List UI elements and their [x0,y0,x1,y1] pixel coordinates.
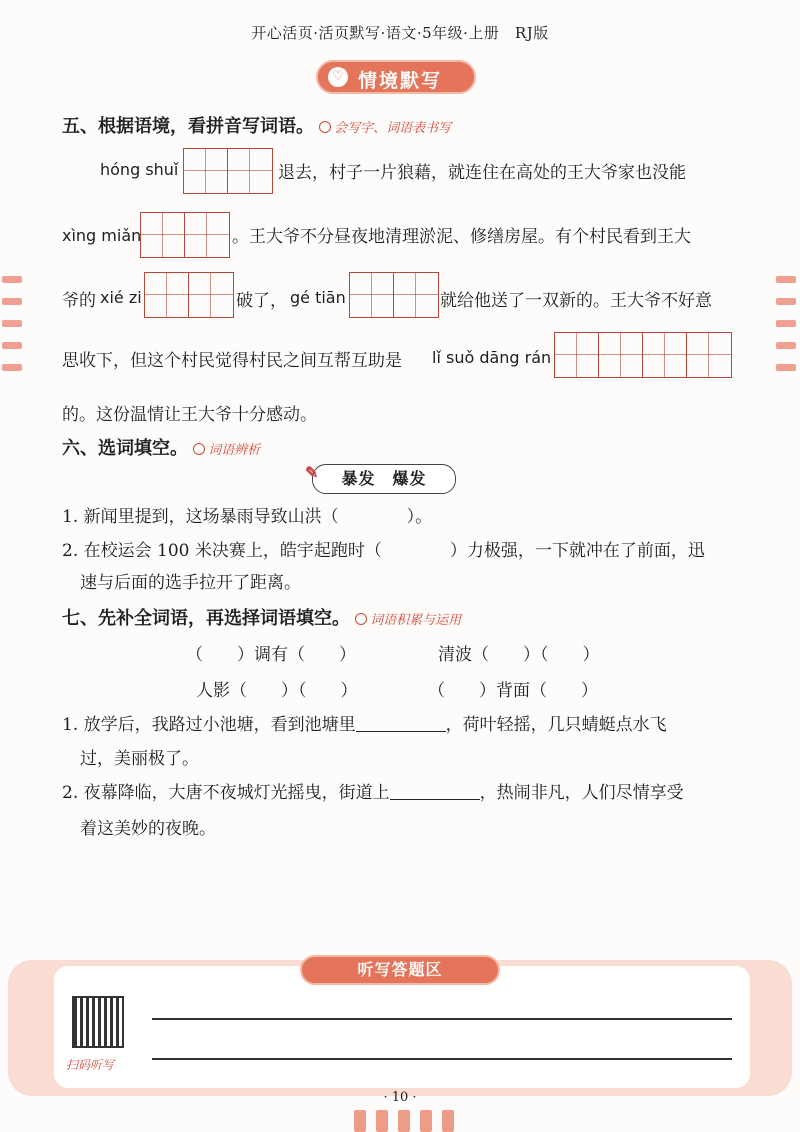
right-side-decoration [776,276,796,386]
pinyin-xing-mian: xìng miǎn [62,226,142,245]
sec6-question-1: 1. 新闻里提到，这场暴雨导致山洪（ ）。 [62,507,433,527]
sec5-line-3a: 爷的 [62,291,96,311]
qr-code-icon[interactable] [72,996,124,1048]
page-header: 开心活页·活页默写·语文·5年级·上册 RJ版 [251,24,549,42]
answer-grid-xing-mian[interactable] [140,212,230,258]
sec5-line-5: 的。这份温情让王大爷十分感动。 [62,405,317,425]
sec6-question-2a: 2. 在校运会 100 米决赛上，皓宇起跑时（ ）力极强，一下就冲在了前面，迅 [62,541,705,561]
answer-blank-1[interactable] [356,713,446,732]
pinyin-xie-zi: xié zi [100,288,142,307]
dictation-line-2[interactable] [152,1058,732,1060]
tag-dot-icon [319,121,331,133]
sec7-question-1c: 过，美丽极了。 [80,749,199,769]
answer-grid-hong-shui[interactable] [183,148,273,194]
page-number: · 10 · [383,1090,417,1105]
section-6-heading: 六、选词填空。 词语辨析 [62,438,261,459]
sec7-question-1a: 1. 放学后，我路过小池塘，看到池塘里 ，荷叶轻摇，几只蜻蜓点水飞 [62,715,667,735]
qr-label: 扫码听写 [66,1058,115,1072]
tag-dot-icon [193,443,205,455]
section-title-banner [316,60,476,94]
heart-icon: ♡ [328,67,348,87]
sec7-question-2c: 着这美妙的夜晚。 [80,819,216,839]
answer-grid-xie-zi[interactable] [144,272,234,318]
sec5-line-3c: 就给他送了一双新的。王大爷不好意 [440,291,712,311]
answer-grid-li-suo-dang-ran[interactable] [554,332,732,378]
section-7-tag: 词语积累与运用 [355,613,461,628]
answer-blank-2[interactable] [390,781,480,800]
dictation-banner: 听写答题区 [300,955,500,985]
sec6-question-2b: 速与后面的选手拉开了距离。 [80,573,301,593]
sec7-question-2a: 2. 夜幕降临，大唐不夜城灯光摇曳，街道上 ，热闹非凡，人们尽情享受 [62,783,684,803]
section-7-heading: 七、先补全词语，再选择词语填空。 词语积累与运用 [62,608,462,629]
section-5-tag: 会写字、词语表书写 [319,121,451,136]
lightbulb-icon: ✎ [305,463,320,482]
bottom-decoration [354,1110,454,1132]
pinyin-li-suo-dang-ran: lǐ suǒ dāng rán [432,348,552,367]
word-choice-box: ✎ 暴发 爆发 [312,464,456,494]
sec5-line-2: 。王大爷不分昼夜地清理淤泥、修缮房屋。有个村民看到王大 [232,227,691,247]
sec7-word-1: （ ）调有（ ） [186,645,356,665]
section-6-tag: 词语辨析 [193,443,260,458]
section-5-heading: 五、根据语境，看拼音写词语。 会写字、词语表书写 [62,116,452,137]
answer-grid-ge-tian[interactable] [349,272,439,318]
sec5-line-4: 思收下，但这个村民觉得村民之间互帮互助是 [62,351,402,371]
sec7-word-4: （ ）背面（ ） [428,681,598,701]
sec7-word-2: 清波（ ）（ ） [438,645,600,665]
pinyin-hong-shui: hóng shuǐ [100,160,179,179]
sec5-line-1: 退去，村子一片狼藉，就连住在高处的王大爷家也没能 [278,163,686,183]
pinyin-ge-tian: gé tiān [290,288,346,307]
left-side-decoration [2,276,22,386]
sec7-word-3: 人影（ ）（ ） [196,681,358,701]
dictation-line-1[interactable] [152,1018,732,1020]
tag-dot-icon [355,613,367,625]
sec5-line-3b: 破了， [236,291,287,311]
section-title: 情境默写 [358,70,443,92]
